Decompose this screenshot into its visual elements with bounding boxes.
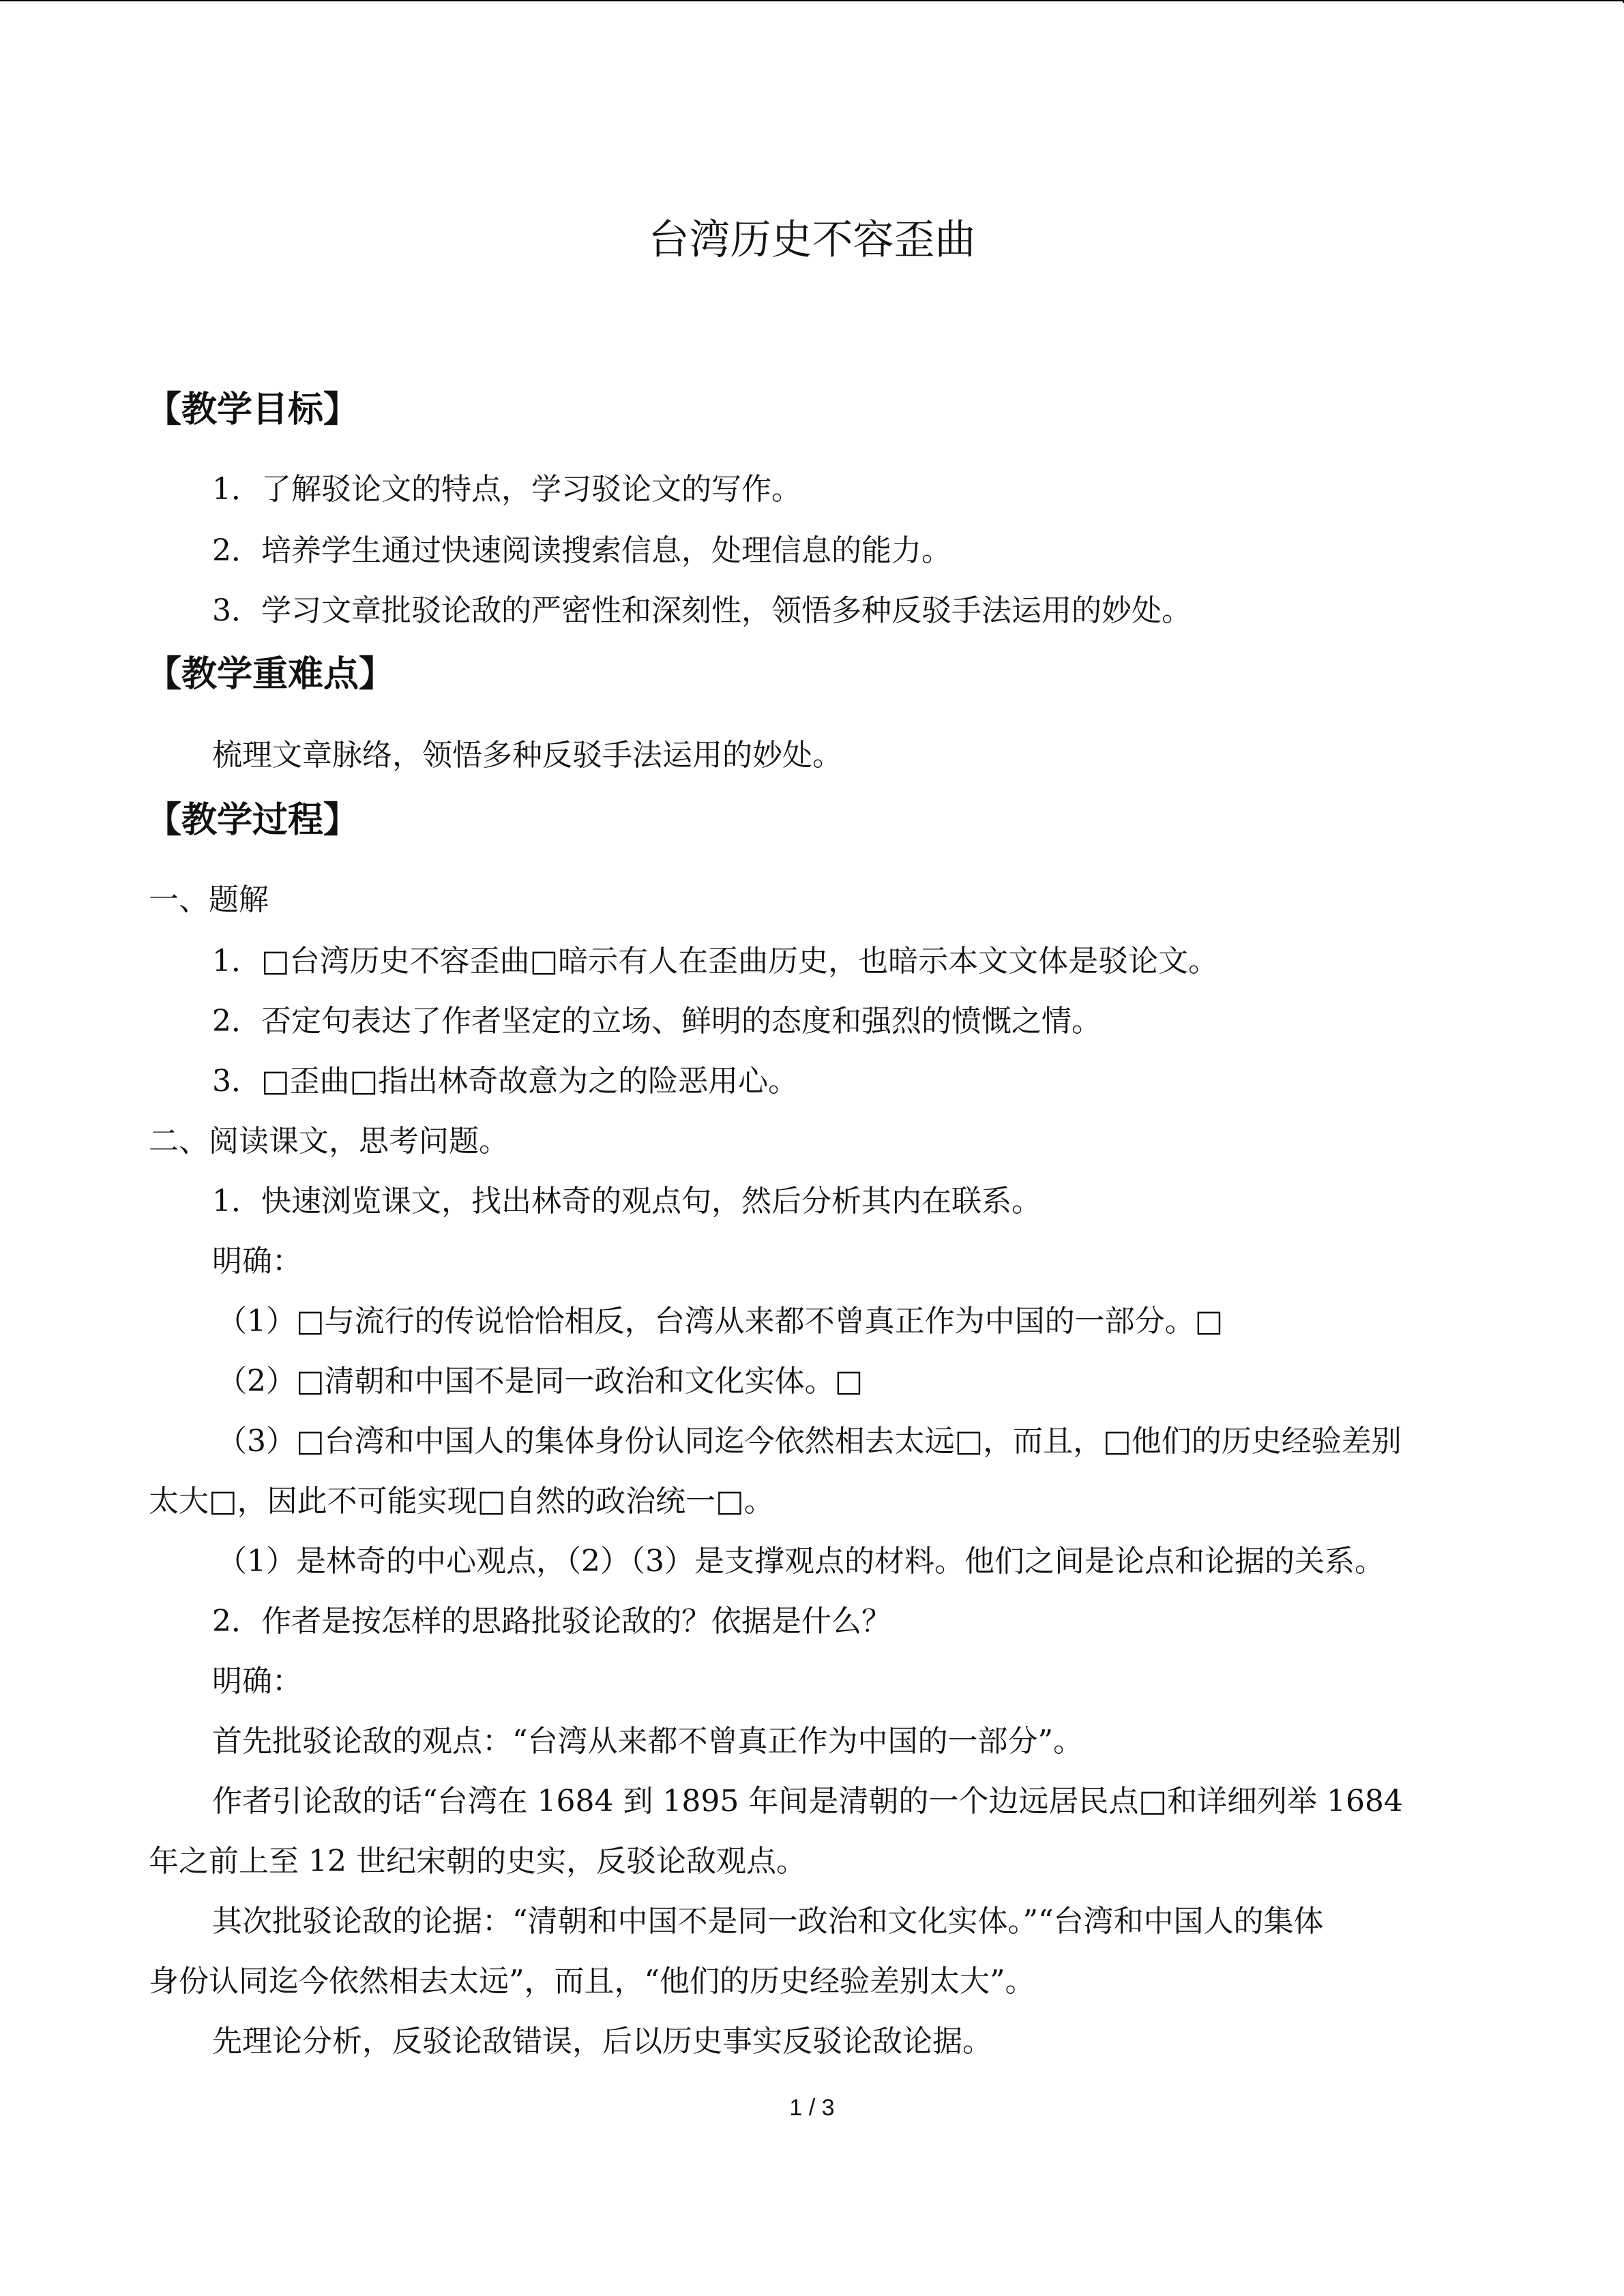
goal-item-1: 1．了解驳论文的特点，学习驳论文的写作。 <box>212 472 801 507</box>
part1-item-2: 2．否定句表达了作者坚定的立场、鲜明的态度和强烈的愤慨之情。 <box>212 1004 1102 1039</box>
question-1-point-1: （1）□与流行的传说恰恰相反，台湾从来都不曾真正作为中国的一部分。□ <box>217 1304 1224 1339</box>
question-2-paragraph-3-line-1: 其次批驳论敌的论据：“清朝和中国不是同一政治和文化实体。”“台湾和中国人的集体 <box>212 1904 1324 1939</box>
question-2-paragraph-2-line-2: 年之前上至 12 世纪宋朝的史实，反驳论敌观点。 <box>149 1844 806 1879</box>
page-number: 1 / 3 <box>789 2095 835 2121</box>
part1-title: 一、题解 <box>149 882 269 917</box>
part1-item-1: 1．□台湾历史不容歪曲□暗示有人在歪曲历史，也暗示本文文体是驳论文。 <box>212 944 1219 979</box>
question-2-paragraph-3-line-2: 身份认同迄今依然相去太远”，而且，“他们的历史经验差别太大”。 <box>149 1964 1035 1999</box>
section-heading-goals: 【教学目标】 <box>146 389 359 430</box>
section-heading-process: 【教学过程】 <box>146 800 359 841</box>
section-heading-key-points: 【教学重难点】 <box>146 654 395 695</box>
key-points-text: 梳理文章脉络，领悟多种反驳手法运用的妙处。 <box>212 738 842 773</box>
goal-item-2: 2．培养学生通过快速阅读搜索信息，处理信息的能力。 <box>212 533 951 568</box>
question-2-answer-label: 明确： <box>212 1664 302 1699</box>
question-1-point-3: （3）□台湾和中国人的集体身份认同迄今依然相去太远□，而且，□他们的历史经验差别 <box>217 1424 1402 1459</box>
question-2-paragraph-1: 首先批驳论敌的观点：“台湾从来都不曾真正作为中国的一部分”。 <box>212 1724 1083 1759</box>
question-2-paragraph-4: 先理论分析，反驳论敌错误，后以历史事实反驳论敌论据。 <box>212 2024 992 2059</box>
question-1-point-2: （2）□清朝和中国不是同一政治和文化实体。□ <box>217 1364 863 1399</box>
goal-item-3: 3．学习文章批驳论敌的严密性和深刻性，领悟多种反驳手法运用的妙处。 <box>212 593 1192 628</box>
document-title: 台湾历史不容歪曲 <box>648 216 976 264</box>
question-1-answer-label: 明确： <box>212 1244 302 1279</box>
question-1-point-3-continued: 太大□，因此不可能实现□自然的政治统一□。 <box>149 1484 774 1519</box>
question-1-summary: （1）是林奇的中心观点，（2）（3）是支撑观点的材料。他们之间是论点和论据的关系。 <box>217 1544 1385 1579</box>
page-top-border <box>0 0 1624 1</box>
part1-item-3: 3．□歪曲□指出林奇故意为之的险恶用心。 <box>212 1064 799 1099</box>
part2-title: 二、阅读课文，思考问题。 <box>149 1124 509 1159</box>
question-2: 2．作者是按怎样的思路批驳论敌的？依据是什么？ <box>212 1604 891 1639</box>
question-1: 1．快速浏览课文，找出林奇的观点句，然后分析其内在联系。 <box>212 1184 1042 1219</box>
question-2-paragraph-2-line-1: 作者引论敌的话“台湾在 1684 到 1895 年间是清朝的一个边远居民点□和详细列举 1684 <box>212 1784 1403 1819</box>
